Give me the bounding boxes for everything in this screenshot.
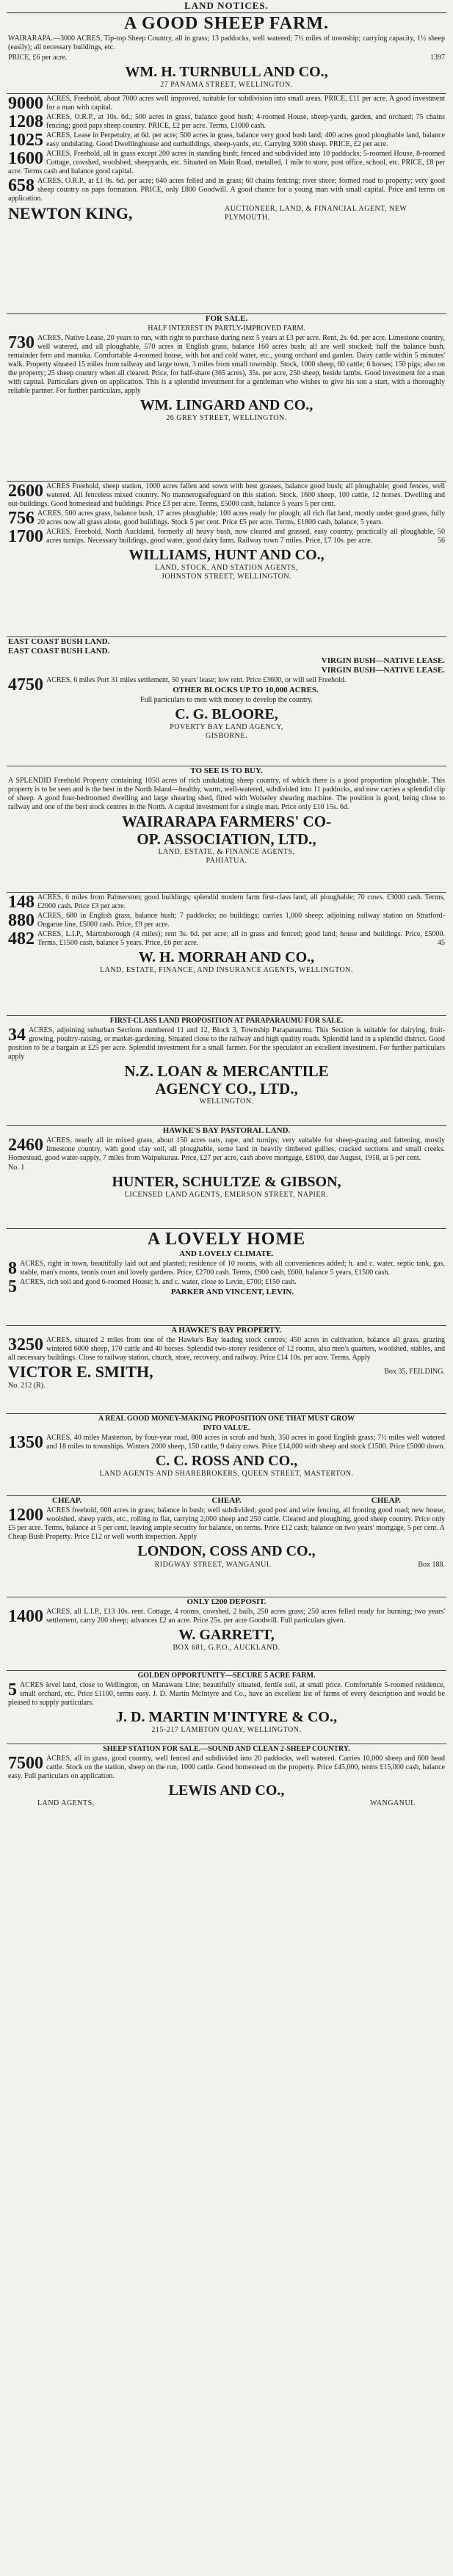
listing-acres: 1208 <box>8 112 43 131</box>
ad-lingard <box>7 314 446 482</box>
listing-text: ACRES, Lease in Perpetuity, at 6d. per acre; 500 acres in grass, balance very good bush land; 400 acres good ploughable land, balance easy undulating. Good Dwellinghouse and outbuildings, sheep-yards, etc. Carrying 3000 sheep. PRICE, £2 per acre. <box>46 131 445 148</box>
turnbull-body: WAIRARAPA.—3000 ACRES, Tip-top Sheep Country, all in grass; 13 paddocks, well watered; 7½ miles of township; carrying capacity, 1½ sheep (easily); all necessary buildings, etc. <box>8 35 445 51</box>
garrett-address: BOX 681, G.P.O., AUCKLAND. <box>173 1644 280 1652</box>
listing <box>8 1026 445 1062</box>
listing-text: ACRES, Freehold, all in grass except 200 acres in standing bush; fenced and subdivided into 10 paddocks; 5-roomed House, 8-roomed Cottage, cowshed, woolshed, sheepyards, etc. Situated on Main Road, metalled, 1 mile to store, post office, school, etc. PRICE, £8 per acre. Terms cash and balance good capital. <box>8 150 445 175</box>
turnbull-price: PRICE, £6 per acre. <box>8 54 68 62</box>
listing-acres: 4750 <box>8 675 43 694</box>
parker-firm: PARKER AND VINCENT, LEVIN. <box>170 1288 294 1296</box>
ad-hunter-schultze <box>7 1126 446 1229</box>
listing <box>8 482 445 509</box>
listing-acres: 8 <box>8 1259 17 1278</box>
listing-acres: 1400 <box>8 1607 43 1626</box>
wairarapa-role: LAND, ESTATE, & FINANCE AGENTS, <box>158 848 295 856</box>
listing-acres: 1025 <box>8 131 43 150</box>
lewis-role: LAND AGENTS, <box>37 1799 95 1807</box>
listing <box>8 912 445 929</box>
lingard-title: FOR SALE. <box>205 314 248 323</box>
listing-text: ACRES level land, close to Wellington, on Manawatu Line; beautifully situated, fertile soil, at small price. Comfortable 5-roomed residence, small orchard, etc. Price £1100, terms easy. J. D. Martin McIntyre and Co., have an excellent list of farms of every description and would be pleased to supply particulars. <box>8 1681 445 1707</box>
hunter-ref: No. 1 <box>8 1164 25 1172</box>
listing-text: ACRES, Native Lease, 20 years to run, with right to purchase during next 5 years at £3 per acre. Rent, 2s. 6d. per acre. Limestone country, well watered, and all ploughable, 570 acres in English grass, balance 160 acres bush; all are well stocked; half the balance bush, remainder fern and manuka. Comfortable 4-roomed house, with hot and cold water, etc., young orchard and garden. Dairy cattle within 5 minutes' walk. Property situated 15 miles from railway and large town, 3 miles from small township. Stock, 1000 sheep, 60 cattle; 6 horses; 150 pigs; also on the property; 25 sheep country when all cleared. Price, for half-share (365 acres), 35s. per acre, 250 sheep, beside lambs. Good investment for a man with capital. Particulars given on application. This is a splendid investment for a gentleman who wishes to give his son a start, with a thoroughly reliable partner. For further particulars, apply <box>8 334 445 395</box>
morrah-firm: W. H. MORRAH AND CO., <box>138 949 315 965</box>
listing <box>8 150 445 176</box>
listing <box>8 893 445 911</box>
lewis-town: WANGANUI. <box>370 1799 416 1807</box>
listing <box>8 1336 445 1363</box>
newton-role: AUCTIONEER, LAND, & FINANCIAL AGENT, NEW PLYMOUTH. <box>225 205 407 222</box>
listing-text: ACRES, nearly all in mixed grass, about 150 acres oats, rape, and turnips; very suitable for sheep-grazing and fattening, mostly limestone country, with good clay soil, all ploughable, some land in heavily timbered gullies, cracked sections and small creeks. Homestead, good water-supply, 7 miles from Waipukurau. Price, £27 per acre, cash above mortgage, £8100, due August, 1918, at 5 per cent. <box>8 1136 445 1162</box>
lingard-subtitle: HALF INTEREST IN PARTLY-IMPROVED FARM. <box>148 324 305 333</box>
listing <box>8 1506 445 1542</box>
wairarapa-title: TO SEE IS TO BUY. <box>190 766 263 775</box>
listing-acres: 2600 <box>8 482 43 501</box>
listing-acres: 148 <box>8 893 35 912</box>
listing <box>8 1434 445 1451</box>
london-cheap-mid: CHEAP. <box>211 1496 242 1505</box>
listing-text: ACRES, all in grass, good country, well fenced and subdivided into 20 paddocks, well watered. Carries 10,000 sheep and 600 head cattle. Stock on the station, sheep on the run, 1000 cattle. Good homestead on the property. Price £45,000, terms £15,000 cash, balance easy. Full particulars on application. <box>8 1755 445 1780</box>
london-firm: LONDON, COSS AND CO., <box>137 1543 316 1559</box>
ad-newton-king <box>7 94 446 314</box>
lewis-firm: LEWIS AND CO., <box>168 1782 285 1799</box>
bloore-agency: POVERTY BAY LAND AGENCY, <box>170 723 283 731</box>
listing-text: ACRES Freehold, sheep station, 1000 acres fallen and sown with best grasses, balance good bush; all ploughable; good fences, well watered. All fenceless mixed country. No mannerogsafeguard on this station. Stock, 1600 sheep, 100 cattle, 12 horses. Dwelling and out-buildings. Good homestead and buildings. Price £3 per acre. Terms, £5000 cash, balance 5 years 5 per cent. <box>8 482 445 508</box>
listing-acres: 756 <box>8 509 35 528</box>
smith-address: Box 35, FEILDING. <box>384 1368 445 1376</box>
ad-turnbull <box>7 13 446 94</box>
listing-text: ACRES, 6 miles from Palmerston; good buildings; splendid modern farm first-class land, all ploughable; 70 cows. £3000 cash. Terms, £2000 cash. Price £3 per acre. <box>37 893 445 910</box>
listing <box>8 930 445 948</box>
ad-wairarapa-farmers <box>7 766 446 893</box>
listing-text: ACRES, 680 in English grass, balance bush; 7 paddocks; no buildings; carries 1,000 sheep; adjoining railway station on Stratford-Ongarue line, £5000 cash. Price, £9 per acre. <box>37 912 445 929</box>
newton-name: NEWTON KING, <box>8 204 133 222</box>
listing-text: ACRES, 6 miles Port 31 miles settlement, 50 years' lease; low rent. Price £3600, or will sell Freehold. <box>46 676 347 684</box>
williams-firm: WILLIAMS, HUNT AND CO., <box>128 547 325 563</box>
listing-acres: 482 <box>8 929 35 948</box>
parker-title1: A LOVELY HOME <box>147 1230 306 1249</box>
listing-text: ACRES, O.R.P., at 10s. 6d.; 500 acres in grass, balance good bush; 4-roomed House, sheep-yards, garden, and orchard; 75 chains fencing; good paps sheep country. PRICE, £2 per acre. Terms, £1000 cash. <box>46 113 445 130</box>
listing-text: ACRES, adjoining suburban Sections numbered 11 and 12, Block 3, Township Paraparaumu. This Section is suitable for dairying, fruit-growing, poultry-raising, or market-gardening. Situated close to the railway and high quality roads. Splendid land in a splendid district. Good position to be a bargain at £25 per acre. Splendid investment for a small farmer. For the speculator an excellent investment. For further particulars apply <box>8 1026 445 1061</box>
listing-acres: 1600 <box>8 149 43 168</box>
turnbull-ref: 1397 <box>430 54 445 62</box>
listing-text: ACRES, all L.I.P., £13 10s. rent. Cottage, 4 rooms, cowshed, 2 bails, 250 acres grass; 250 acres felled ready for burning; two years' settlement, carry 200 sheep; advances £2 an acre. Price 25s. per acre Goodwill. Full particulars given. <box>46 1608 445 1625</box>
ross-firm: C. C. ROSS AND CO., <box>155 1453 298 1469</box>
listing <box>8 1260 445 1277</box>
ad-garrett <box>7 1597 446 1671</box>
london-cheap-right: CHEAP. <box>371 1496 401 1505</box>
lingard-firm: WM. LINGARD AND CO., <box>139 397 314 413</box>
listing <box>8 1608 445 1625</box>
garrett-firm: W. GARRETT, <box>178 1627 275 1643</box>
listing-acres: 658 <box>8 176 35 195</box>
listing-text: ACRES, 40 miles Masterton, by four-year road, 800 acres in scrub and bush, 350 acres in good English grass; 7½ miles well watered and 18 miles to townships. Winters 2000 sheep, 150 cattle, 9 dairy cows. Price £14,000 with sheep and stock £1500. Price £5000 down. <box>46 1434 445 1451</box>
listing-text: ACRES freehold, 600 acres in grass; balance in bush; well subdivided; good post and wire fencing, all fronting good road; new house, woolshed, sheep yards, etc., rolling to flat, carrying 2,000 sheep and 250 cattle. Cleared and ploughing, good sheep country. Price only £5 per acre. Terms, balance at 5 per cent, leaving ample security for balance, on terms. Price £12 cash; balance on two years' mortgage, 5 per cent. A Cheap Bush Property. Price £12 or well worth inspection. Apply <box>8 1506 445 1541</box>
martin-title: GOLDEN OPPORTUNITY—SECURE 5 ACRE FARM. <box>137 1672 316 1680</box>
wairarapa-firm2: OP. ASSOCIATION, LTD., <box>137 830 316 848</box>
london-cheap-left: CHEAP. <box>52 1496 82 1505</box>
listing <box>8 113 445 131</box>
listing <box>8 1681 445 1708</box>
listing-acres: 5 <box>8 1680 17 1699</box>
listing <box>8 509 445 527</box>
wairarapa-text: A SPLENDID Freehold Property containing 1050 acres of rich undulating sheep country, of which there is a good proportion ploughable. This property is to be seen and is the best in the North Island—healthy, warm, well-watered, subdivided into 11 paddocks, and now carries a splendid clip of sheep. A good four-bedroomed dwelling and large shearing shed, fitted with Wolseley shearing machine. The position is good, being close to railway and one of the best stock centres in the North. A capital investment for a single man. Price only £10 15s. 6d. <box>8 777 445 811</box>
martin-firm: J. D. MARTIN M'INTYRE & CO., <box>116 1709 337 1725</box>
ad-martin-mcintyre <box>7 1671 446 1744</box>
bloore-line4: VIRGIN BUSH—NATIVE LEASE. <box>321 666 445 675</box>
smith-title: A HAWKE'S BAY PROPERTY. <box>171 1326 282 1335</box>
listing-acres: 5 <box>8 1277 17 1296</box>
smith-firm: VICTOR E. SMITH, <box>8 1363 153 1381</box>
listing <box>8 1755 445 1781</box>
listing-acres: 7500 <box>8 1754 43 1773</box>
bloore-firm: C. G. BLOORE, <box>175 706 278 722</box>
wairarapa-town: PAHIATUA. <box>206 857 247 865</box>
turnbull-headline: A GOOD SHEEP FARM. <box>124 14 329 33</box>
ross-title2: INTO VALUE. <box>203 1424 250 1432</box>
ad-morrah <box>7 893 446 1016</box>
ross-role: LAND AGENTS AND SHAREBROKERS, QUEEN STREET, MASTERTON. <box>99 1470 354 1478</box>
listing-acres: 2460 <box>8 1136 43 1155</box>
nzloan-firm2: AGENCY CO., LTD., <box>155 1080 298 1097</box>
land-notices-column <box>7 0 446 1825</box>
listing-acres: 9000 <box>8 94 43 113</box>
ad-london-coss <box>7 1496 446 1597</box>
williams-role: LAND, STOCK, AND STATION AGENTS, <box>155 564 298 572</box>
ad-ross <box>7 1414 446 1496</box>
listing-acres: 880 <box>8 911 35 930</box>
ross-title1: A REAL GOOD MONEY-MAKING PROPOSITION ONE THAT MUST GROW <box>98 1415 355 1423</box>
bloore-note: Full particulars to men with money to develop the country. <box>140 696 313 704</box>
hunter-role: LICENSED LAND AGENTS, EMERSON STREET, NAPIER. <box>124 1191 329 1199</box>
ad-nz-loan <box>7 1016 446 1126</box>
ad-bloore <box>7 637 446 766</box>
bloore-town: GISBORNE. <box>205 732 247 740</box>
listing-text: ACRES, Freehold, North Auckland, formerly all heavy bush, now cleared and grassed, easy country, practically all ploughable, 50 acres turnips. Necessary buildings, good water, good dairy farm. Railway town 7 miles. Price, £7 10s. per acre. <box>46 528 445 545</box>
hunter-title: HAWKE'S BAY PASTORAL LAND. <box>162 1126 291 1135</box>
bloore-line2: EAST COAST BUSH LAND. <box>8 647 110 656</box>
listing <box>8 1136 445 1163</box>
garrett-title: ONLY £200 DEPOSIT. <box>186 1597 267 1606</box>
listing-acres: 1200 <box>8 1506 43 1525</box>
london-address: RIDGWAY STREET, WANGANUI. <box>154 1561 272 1569</box>
turnbull-address: 27 PANAMA STREET, WELLINGTON. <box>160 81 293 89</box>
parker-title2: AND LOVELY CLIMATE. <box>179 1249 274 1258</box>
listing-ref: 56 <box>438 537 445 545</box>
listing <box>8 95 445 112</box>
listing <box>8 528 445 545</box>
listing-acres: 3250 <box>8 1335 43 1354</box>
martin-address: 215-217 LAMBTON QUAY, WELLINGTON. <box>151 1726 302 1734</box>
ad-williams-hunt <box>7 482 446 637</box>
listing <box>8 334 445 396</box>
listing-acres: 1700 <box>8 527 43 546</box>
bloore-line1: EAST COAST BUSH LAND. <box>8 637 110 646</box>
ad-parker-vincent <box>7 1229 446 1326</box>
listing <box>8 177 445 203</box>
listing-text: ACRES, situated 2 miles from one of the Hawke's Bay leading stock centres; 450 acres in cultivation, balance all grass, grazing wintered 6000 sheep, 170 cattle and 40 horses. Splendid two-storey residence of 12 rooms, also men's quarters, woolshed, stables, and all necessary buildings. Close to railway station, church, store, recovery, and railway. Price £14 10s. per acre. Terms. Apply <box>8 1336 445 1362</box>
nzloan-firm1: N.Z. LOAN & MERCANTILE <box>124 1062 329 1080</box>
listing-text: ACRES, O.R.P., at £1 8s. 6d. per acre; 640 acres felled and in grass; 60 chains fencing; river shore; formed road to property; very good sheep country on paps formation. PRICE, only £800 Goodwill. A good chance for a young man with small capital. Price and terms on application. <box>8 177 445 203</box>
ad-lewis <box>7 1744 446 1825</box>
lingard-address: 26 GREY STREET, WELLINGTON. <box>166 414 287 422</box>
listing-ref: 45 <box>438 939 445 947</box>
listing-acres: 34 <box>8 1026 26 1045</box>
wairarapa-firm1: WAIRARAPA FARMERS' CO- <box>121 813 332 830</box>
listing-text: ACRES, right in town, beautifully laid out and planted; residence of 10 rooms, with all conveniences added; h. and c. water, septic tank, gas, stable, man's rooms, tennis court and lovely gardens. Price, £2700 cash. Terms, £900 cash, £600, balance 5 years, £1500 cash. <box>20 1260 445 1277</box>
listing-text: ACRES, L.I.P., Martinborough (4 miles); rent 3s. 6d. per acre; all in grass and fenced; good land; house and buildings. Price, £5000. Terms, £1500 cash, balance 5 years. Price, £6 per acre. <box>37 930 445 947</box>
lewis-title: SHEEP STATION FOR SALE.—SOUND AND CLEAN 2-SHEEP COUNTRY. <box>103 1745 350 1753</box>
listing-acres: 730 <box>8 333 35 352</box>
ad-victor-smith <box>7 1326 446 1414</box>
listing-text: ACRES, Freehold, about 7000 acres well improved, suitable for subdivision into small areas. PRICE, £11 per acre. A good investment for a man with capital. <box>46 95 445 112</box>
nzloan-title: FIRST-CLASS LAND PROPOSITION AT PARAPARAUMU FOR SALE. <box>109 1017 344 1025</box>
london-box: Box 188. <box>418 1561 445 1569</box>
listing-text: ACRES, 500 acres grass, balance bush, 17 acres ploughable; 100 acres ready for plough; all rich flat land, mostly under good grass, fully 20 acres now all grass alone, good buildings. Stock 5 per cent. Price £5 per acre. Terms, £1800 cash, balance, 5 years. <box>37 509 445 526</box>
turnbull-agent: WM. H. TURNBULL AND CO., <box>125 64 328 80</box>
morrah-role: LAND, ESTATE, FINANCE, AND INSURANCE AGENTS, WELLINGTON. <box>100 966 353 974</box>
listing <box>8 131 445 149</box>
column-title: LAND NOTICES. <box>7 0 446 13</box>
williams-address: JOHNSTON STREET, WELLINGTON. <box>161 573 292 581</box>
listing-text: ACRES, rich soil and good 6-roomed House; h. and c. water, close to Levin, £700; £150 cash. <box>20 1278 297 1286</box>
bloore-line3: VIRGIN BUSH—NATIVE LEASE. <box>321 656 445 665</box>
nzloan-town: WELLINGTON. <box>199 1097 254 1106</box>
smith-ref: No. 212 (R). <box>8 1382 46 1390</box>
listing-acres: 1350 <box>8 1433 43 1452</box>
bloore-other: OTHER BLOCKS UP TO 10,000 ACRES. <box>173 686 319 694</box>
hunter-firm: HUNTER, SCHULTZE & GIBSON, <box>112 1174 341 1190</box>
